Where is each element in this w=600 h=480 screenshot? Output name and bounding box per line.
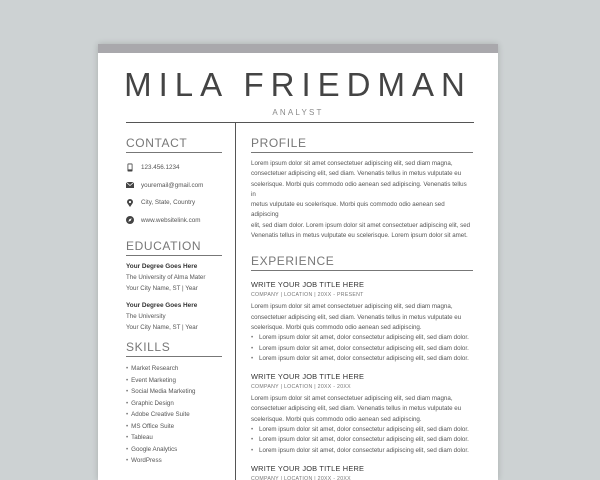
contact-title: CONTACT (126, 136, 188, 150)
skill-item: • Graphic Design (126, 398, 222, 410)
job-title: WRITE YOUR JOB TITLE HERE (251, 280, 365, 290)
job-desc-line: consectetuer adipiscing elit, sed diam. Venenatis tellus in metus vulputate eu (251, 405, 462, 413)
profile-line: elit, sed diam dolor. Lorem ipsum dolor sit amet consectetuer adipiscing elit, sed (251, 221, 471, 229)
skill-item: • Google Analytics (126, 444, 222, 456)
contact-phone-text: 123.456.1234 (141, 164, 180, 172)
job-desc-line: scelerisque. Morbi quis commodo odio aenean sed adipiscing. (251, 415, 422, 423)
experience-title: EXPERIENCE (251, 254, 335, 269)
contact-phone (126, 159, 222, 177)
skills-rule (126, 356, 222, 357)
location-icon (126, 199, 134, 207)
education-degree: Your Degree Goes Here (126, 302, 198, 309)
job-bullet: • Lorem ipsum dolor sit amet, dolor consectetur adipiscing elit, sed diam dolor. (251, 344, 473, 354)
job-desc-line: Lorem ipsum dolor sit amet consectetuer adipiscing elit, sed diam magna, (251, 303, 453, 311)
job-meta: COMPANY | LOCATION | 20XX - 20XX (251, 384, 351, 391)
job-bullet: • Lorem ipsum dolor sit amet, dolor consectetur adipiscing elit, sed diam dolor. (251, 435, 473, 445)
profile-line: consectetuer adipiscing elit, sed diam. Venenatis tellus in metus vulputate eu (251, 170, 462, 178)
contact-location (126, 194, 222, 212)
job-meta: COMPANY | LOCATION | 20XX - PRESENT (251, 292, 364, 299)
job-desc-line: scelerisque. Morbi quis commodo odio aenean sed adipiscing. (251, 323, 422, 331)
skill-item: • Tableau (126, 432, 222, 444)
contact-location-text: City, State, Country (141, 199, 196, 207)
header-divider (126, 122, 474, 123)
job-desc-line: Lorem ipsum dolor sit amet consectetuer adipiscing elit, sed diam magna, (251, 395, 453, 403)
profile-rule (251, 152, 473, 153)
skill-item: • Social Media Marketing (126, 386, 222, 398)
column-divider (235, 122, 236, 480)
right-column (251, 136, 473, 480)
profile-title: PROFILE (251, 136, 307, 150)
education-school: The University (126, 313, 166, 320)
job-entry (251, 372, 473, 456)
contact-email-text: youremail@gmail.com (141, 181, 204, 189)
contact-website-text: www.websitelink.com (141, 216, 201, 224)
contact-website (126, 212, 222, 230)
skills-title: SKILLS (126, 340, 171, 354)
job-title: WRITE YOUR JOB TITLE HERE (251, 463, 365, 473)
experience-rule (251, 270, 473, 271)
job-entry (251, 464, 473, 480)
skill-item: • MS Office Suite (126, 421, 222, 433)
education-degree: Your Degree Goes Here (126, 263, 198, 270)
education-school: The University of Alma Mater (126, 274, 206, 281)
candidate-role: ANALYST (272, 108, 324, 117)
profile-line: Lorem ipsum dolor sit amet consectetuer adipiscing elit, sed diam magna, (251, 160, 453, 167)
job-bullet: • Lorem ipsum dolor sit amet, dolor consectetur adipiscing elit, sed diam dolor. (251, 446, 473, 456)
education-section (126, 239, 222, 333)
email-icon (126, 181, 134, 189)
job-bullet: • Lorem ipsum dolor sit amet, dolor consectetur adipiscing elit, sed diam dolor. (251, 354, 473, 364)
website-icon (126, 216, 134, 224)
job-title: WRITE YOUR JOB TITLE HERE (251, 372, 365, 382)
profile-section (251, 136, 473, 241)
job-entry (251, 280, 473, 364)
profile-line: scelerisque. Morbi quis commodo odio aenean sed adipiscing. Venenatis tellus in (251, 180, 467, 198)
contact-email (126, 177, 222, 195)
education-place: Your City Name, ST | Year (126, 285, 198, 292)
experience-section (251, 254, 473, 480)
skill-item: • WordPress (126, 455, 222, 467)
profile-line: metus vulputate eu scelerisque. Morbi quis commodo odio aenean sed adipiscing (251, 201, 445, 219)
job-desc-line: consectetuer adipiscing elit, sed diam. Venenatis tellus in metus vulputate eu (251, 313, 462, 321)
job-meta: COMPANY | LOCATION | 20XX - 20XX (251, 475, 351, 480)
education-entry (126, 301, 222, 333)
education-entry (126, 262, 222, 294)
job-bullet: • Lorem ipsum dolor sit amet, dolor consectetur adipiscing elit, sed diam dolor. (251, 425, 473, 435)
left-column (126, 136, 222, 467)
education-place: Your City Name, ST | Year (126, 324, 198, 331)
skill-item: • Event Marketing (126, 375, 222, 387)
candidate-name: MILA FRIEDMAN (124, 66, 472, 103)
contact-section (126, 136, 222, 229)
skill-item: • Adobe Creative Suite (126, 409, 222, 421)
phone-icon (126, 164, 134, 172)
skill-item: • Market Research (126, 363, 222, 375)
skills-section (126, 340, 222, 467)
top-accent-bar (98, 44, 498, 53)
profile-line: Venenatis tellus in metus vulputate eu scelerisque. Lorem ipsum dolor sit amet. (251, 232, 468, 240)
job-bullet: • Lorem ipsum dolor sit amet, dolor consectetur adipiscing elit, sed diam dolor. (251, 333, 473, 343)
education-rule (126, 255, 222, 256)
contact-rule (126, 152, 222, 153)
education-title: EDUCATION (126, 239, 202, 253)
resume-page (98, 44, 498, 480)
